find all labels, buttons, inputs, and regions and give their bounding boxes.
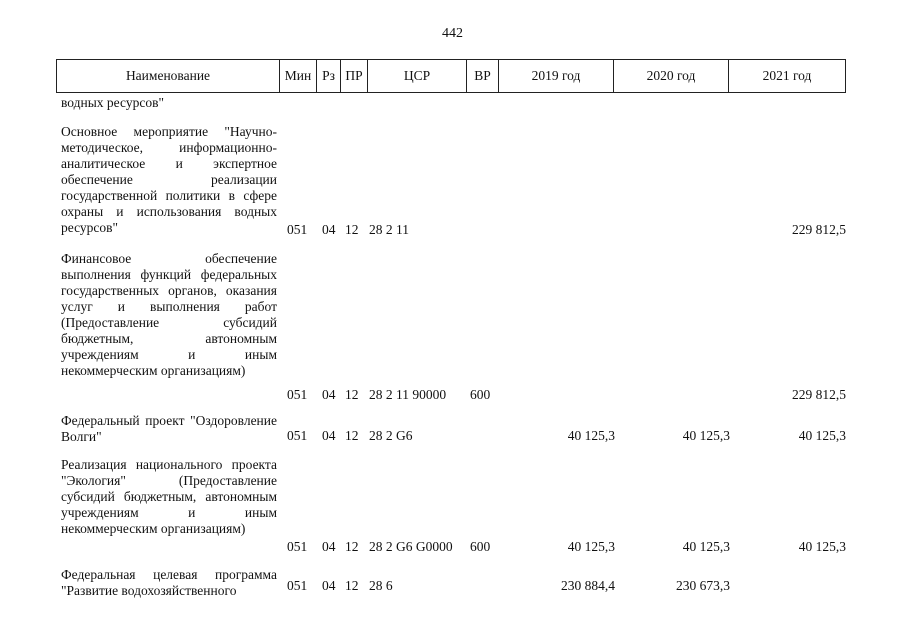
- row-2020: 40 125,3: [682, 539, 730, 554]
- row-name: Федеральный проект "Оздоровление Волги": [61, 413, 277, 444]
- header-2020: 2020 год: [614, 60, 729, 92]
- page-number: 442: [442, 26, 463, 41]
- row-2020: 40 125,3: [682, 428, 730, 443]
- row-pr: 12: [345, 387, 359, 402]
- row-pr: 12: [345, 539, 359, 554]
- row-name: Реализация национального проекта "Экология" (Предоставление субсидий бюджетным, автономным учреждениям и иным некоммерческим организациям): [61, 457, 277, 536]
- header-vr: ВР: [467, 60, 499, 92]
- row-vr: 600: [470, 539, 491, 554]
- row-csr: 28 2 G6 G0000: [369, 539, 453, 554]
- header-csr: ЦСР: [368, 60, 467, 92]
- row-csr: 28 2 G6: [369, 428, 413, 443]
- row-rz: 04: [322, 222, 336, 237]
- header-name: Наименование: [57, 60, 280, 92]
- row-rz: 04: [322, 539, 336, 554]
- row-2021: 229 812,5: [792, 387, 846, 402]
- row-min: 051: [287, 539, 308, 554]
- table-header: [56, 59, 846, 93]
- row-2020: 230 673,3: [676, 578, 730, 593]
- header-2019: 2019 год: [499, 60, 614, 92]
- row-2021: 40 125,3: [798, 539, 846, 554]
- header-pr: ПР: [341, 60, 368, 92]
- row-2019: 230 884,4: [561, 578, 615, 593]
- row-name: Финансовое обеспечение выполнения функций федеральных государственных органов, оказания услуг и выполнения работ (Предоставление субсидий бюджетным, автономным учреждениям и иным некоммерческим организациям): [61, 251, 277, 378]
- row-pr: 12: [345, 222, 359, 237]
- header-rz: Рз: [317, 60, 341, 92]
- row-min: 051: [287, 222, 308, 237]
- row-2019: 40 125,3: [567, 539, 615, 554]
- row-rz: 04: [322, 428, 336, 443]
- row-min: 051: [287, 387, 308, 402]
- row-name: Основное мероприятие "Научно-методическое, информационно-аналитическое и экспертное обеспечение реализации государственной политики в сфере охраны и использования водных ресурсов": [61, 124, 277, 235]
- row-name: Федеральная целевая программа "Развитие водохозяйственного: [61, 567, 277, 598]
- row-csr: 28 6: [369, 578, 393, 593]
- row-2021: 40 125,3: [798, 428, 846, 443]
- row-csr: 28 2 11 90000: [369, 387, 447, 402]
- row-rz: 04: [322, 387, 336, 402]
- row-vr: 600: [470, 387, 491, 402]
- row-min: 051: [287, 428, 308, 443]
- row-2021: 229 812,5: [792, 222, 846, 237]
- row-pr: 12: [345, 428, 359, 443]
- row-csr: 28 2 11: [369, 222, 409, 237]
- row-rz: 04: [322, 578, 336, 593]
- row-name: водных ресурсов": [61, 95, 164, 110]
- row-min: 051: [287, 578, 308, 593]
- header-2021: 2021 год: [762, 68, 812, 83]
- row-2019: 40 125,3: [567, 428, 615, 443]
- row-pr: 12: [345, 578, 359, 593]
- header-min: Мин: [280, 60, 317, 92]
